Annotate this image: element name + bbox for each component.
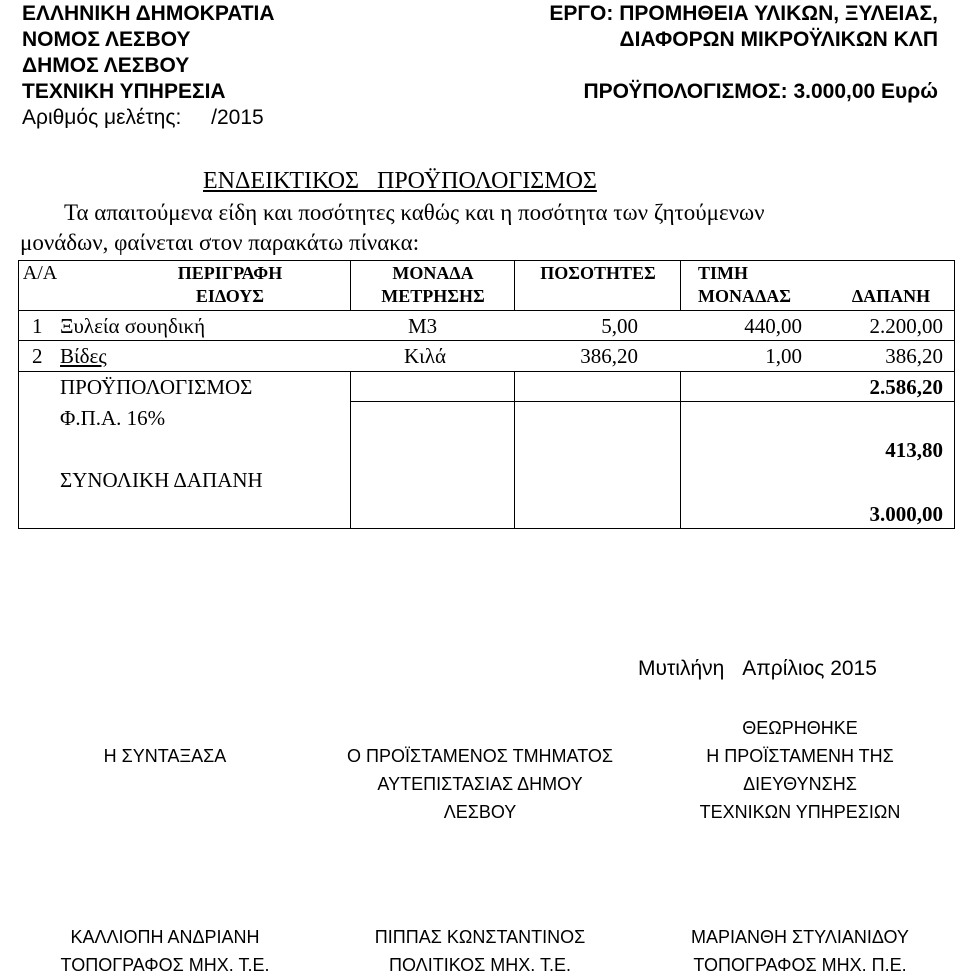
header-quantities: ΠΟΣΟΤΗΤΕΣ: [540, 263, 656, 283]
department-head-role: ΠΟΛΙΤΙΚΟΣ ΜΗΧ. Τ.Ε.: [389, 955, 571, 975]
intro-line-2: μονάδων, φαίνεται στον παρακάτω πίνακα:: [20, 230, 420, 255]
row-divider: [18, 260, 955, 261]
cost-table: [18, 260, 956, 528]
department-head-name: ΠΙΠΠΑΣ ΚΩΝΣΤΑΝΤΙΝΟΣ: [374, 927, 586, 947]
row-1-description: Ξυλεία σουηδική: [60, 314, 206, 338]
row-2-aa: 2: [32, 344, 43, 368]
author-title: Η ΣΥΝΤΑΞΑΣΑ: [103, 746, 227, 766]
header-unit-price-line-1: ΤΙΜΗ: [698, 263, 749, 283]
signature-title-department-head: [305, 742, 655, 826]
author-name: ΚΑΛΛΙΟΠΗ ΑΝΔΡΙΑΝΗ: [70, 927, 260, 947]
header-unit-price: [698, 262, 792, 308]
intro-line-1: Τα απαιτούμενα είδη και ποσότητες καθώς και η ποσότητα των ζητούμενων: [64, 200, 765, 225]
signature-title-director: [660, 714, 940, 826]
header-right: [549, 1, 938, 105]
municipality-label: ΔΗΜΟΣ ΛΕΣΒΟΥ: [22, 54, 190, 77]
signature-name-author: [30, 923, 300, 979]
director-title-line-4: ΤΕΧΝΙΚΩΝ ΥΠΗΡΕΣΙΩΝ: [699, 802, 901, 822]
director-name: ΜΑΡΙΑΝΘΗ ΣΤΥΛΙΑΝΙΔΟΥ: [691, 927, 909, 947]
row-2-description: Βίδες: [60, 344, 107, 368]
column-divider: [680, 260, 681, 310]
column-divider: [350, 260, 351, 310]
row-divider: [350, 401, 955, 402]
director-title-line-1: ΘΕΩΡΗΘΗΚΕ: [742, 718, 858, 738]
column-divider: [350, 371, 351, 528]
project-line-1: ΕΡΓΟ: ΠΡΟΜΗΘΕΙΑ ΥΛΙΚΩΝ, ΞΥΛΕΙΑΣ,: [549, 2, 938, 25]
signature-title-author: [40, 742, 290, 770]
director-title-line-3: ΔΙΕΥΘΥΝΣΗΣ: [743, 774, 857, 794]
director-role: ΤΟΠΟΓΡΑΦΟΣ ΜΗΧ. Π.Ε.: [693, 955, 907, 975]
place-date: [638, 656, 877, 682]
project-line-2: ΔΙΑΦΟΡΩΝ ΜΙΚΡΟΫΛΙΚΩΝ ΚΛΠ: [619, 28, 938, 51]
vat-value: 413,80: [885, 438, 943, 462]
header-unit-line-2: ΜΕΤΡΗΣΗΣ: [381, 286, 485, 306]
header-unit-line-1: ΜΟΝΑΔΑ: [392, 263, 474, 283]
header-aa: Α/Α: [22, 262, 58, 284]
prefecture-label: ΝΟΜΟΣ ΛΕΣΒΟΥ: [22, 28, 191, 51]
row-1-aa: 1: [32, 314, 43, 338]
row-divider: [18, 340, 955, 341]
header-description-line-2: ΕΙΔΟΥΣ: [195, 286, 265, 306]
row-1-cost: 2.200,00: [869, 314, 943, 338]
column-divider: [680, 371, 681, 528]
title-word-1: ΕΝΔΕΙΚΤΙΚΟΣ: [203, 168, 359, 194]
subtotal-label: ΠΡΟΫΠΟΛΟΓΙΣΜΟΣ: [60, 375, 253, 399]
row-2-unit-price: 1,00: [765, 344, 802, 368]
place: Μυτιλήνη: [638, 657, 725, 680]
study-number-value: /2015: [211, 106, 264, 129]
header-left: [22, 1, 275, 131]
row-2-unit: Κιλά: [404, 344, 446, 368]
header-unit-price-line-2: ΜΟΝΑΔΑΣ: [698, 286, 792, 306]
department-head-title-line-1: Ο ΠΡΟΪΣΤΑΜΕΝΟΣ ΤΜΗΜΑΤΟΣ: [346, 746, 614, 766]
row-divider: [18, 528, 955, 529]
department-head-title-line-3: ΛΕΣΒΟΥ: [443, 802, 517, 822]
total-value: 3.000,00: [869, 502, 943, 526]
department-head-title-line-2: ΑΥΤΕΠΙΣΤΑΣΙΑΣ ΔΗΜΟΥ: [377, 774, 583, 794]
table-border: [18, 260, 19, 528]
study-number-label: Αριθμός μελέτης:: [22, 106, 182, 129]
column-divider: [514, 260, 515, 310]
date: Απρίλιος 2015: [742, 657, 877, 680]
row-1-quantity: 5,00: [601, 314, 638, 338]
row-1-unit-price: 440,00: [744, 314, 802, 338]
row-2-quantity: 386,20: [580, 344, 638, 368]
author-role: ΤΟΠΟΓΡΑΦΟΣ ΜΗΧ. Τ.Ε.: [60, 955, 270, 975]
subtotal-value: 2.586,20: [869, 375, 943, 399]
header-description-line-1: ΠΕΡΙΓΡΑΦΗ: [177, 263, 283, 283]
row-1-unit: Μ3: [408, 314, 438, 338]
total-label: ΣΥΝΟΛΙΚΗ ΔΑΠΑΝΗ: [60, 468, 263, 492]
row-divider: [18, 371, 955, 372]
column-divider: [514, 371, 515, 528]
row-2-cost: 386,20: [885, 344, 943, 368]
study-number-line: [22, 105, 275, 131]
republic-label: ΕΛΛΗΝΙΚΗ ΔΗΜΟΚΡΑΤΙΑ: [22, 2, 275, 25]
row-divider: [18, 310, 955, 311]
title-word-2: ΠΡΟΫΠΟΛΟΓΙΣΜΟΣ: [377, 168, 597, 194]
budget-amount: ΠΡΟΫΠΟΛΟΓΙΣΜΟΣ: 3.000,00 Ευρώ: [583, 80, 938, 103]
table-border: [954, 260, 955, 528]
header-description: [160, 262, 300, 308]
header-cost: ΔΑΠΑΝΗ: [851, 286, 931, 306]
technical-service-label: ΤΕΧΝΙΚΗ ΥΠΗΡΕΣΙΑ: [22, 80, 226, 103]
header-unit: [368, 262, 498, 308]
director-title-line-2: Η ΠΡΟΪΣΤΑΜΕΝΗ ΤΗΣ: [706, 746, 894, 766]
vat-label: Φ.Π.Α. 16%: [60, 406, 166, 430]
document-title: [203, 167, 597, 195]
signature-name-director: [660, 923, 940, 979]
signature-name-department-head: [330, 923, 630, 979]
